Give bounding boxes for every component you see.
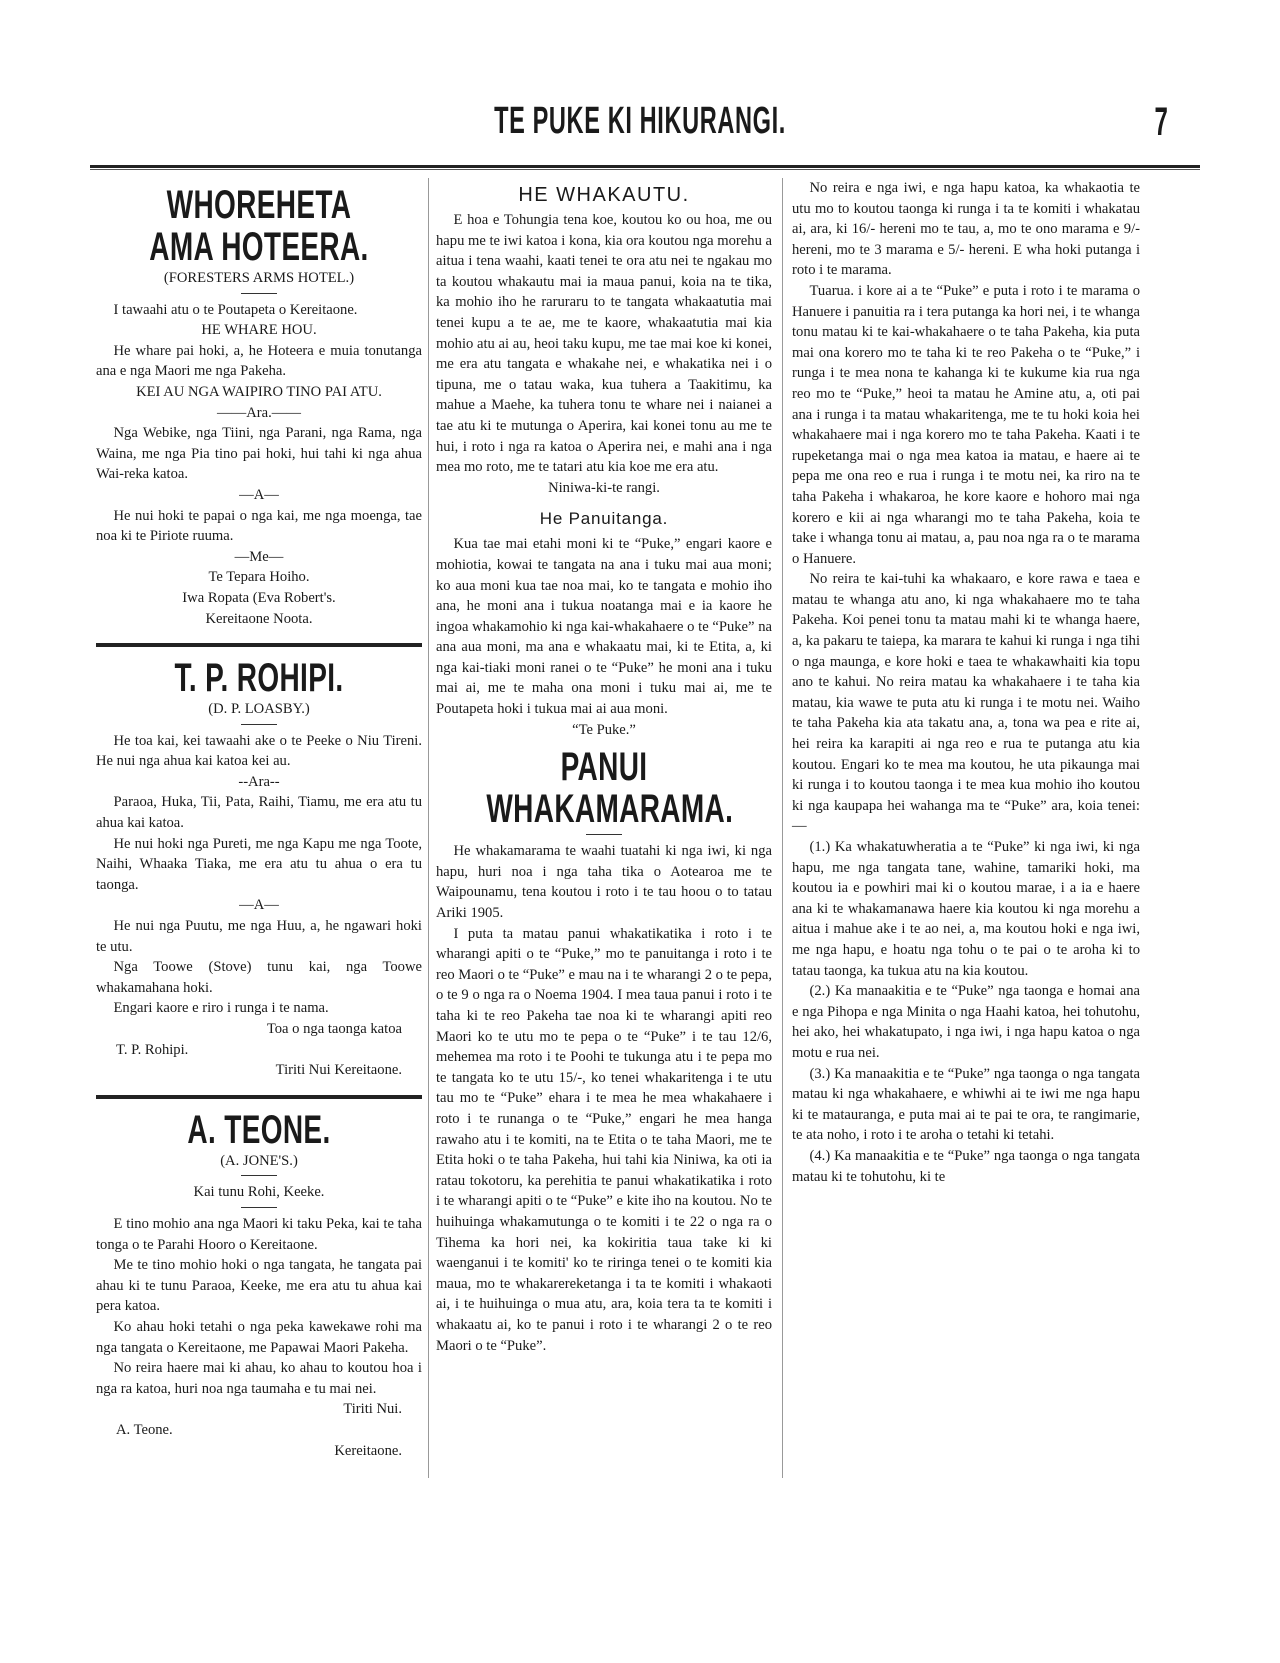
section-heading: WHOREHETA AMA HOTEERA. (149, 183, 369, 269)
paragraph: He whare pai hoki, a, he Hoteera e muia tonutanga ana e nga Maori me nga Pakeha. (96, 342, 422, 380)
signature-name: A. Teone. (116, 1421, 173, 1438)
paragraph: Kua tae mai etahi moni ki te “Puke,” engari kaore e mohiotia, kowai te tangata na ana i tuku mai aua moni; ko aua moni kua tae noa mai, ko te tangata e mohio iho ana, he moni ana i tukua noatanga mai e ia kaore he ingoa whakamohio ki nga kai-whakahaere o te “Puke” na ana aua moni, ma ana e whakaatu mai, ki te Etita, a, ki nga kai-tiaki moni ranei o te “Puke” he moni ana i tuku mai ai, me te maha ona moni i tuku mai ai, me te Poutapeta hoki i tukua mai ai aua moni. (436, 536, 772, 718)
short-divider (241, 1175, 277, 1176)
short-divider (586, 834, 622, 835)
centered-line: ——Ara.—— (217, 404, 301, 421)
paragraph: Engari kaore e riro i runga i te nama. (113, 1000, 329, 1017)
paragraph: He toa kai, kei tawaahi ake o te Peeke o Niu Tireni. He nui nga ahua kai katoa kei au. (96, 732, 422, 770)
paragraph: E tino mohio ana nga Maori ki taku Peka, kai te taha tonga o te Parahi Hooro o Kereitaone. (96, 1215, 422, 1253)
page-number: 7 (1154, 100, 1168, 144)
centered-line: Te Tepara Hoiho. (208, 569, 310, 586)
section-heading: PANUI WHAKAMARAMA. (486, 745, 734, 832)
paragraph: Me te tino mohio hoki o nga tangata, he tangata pai ahau ki te tunu Paraoa, Keeke, me era atu tu ahua kai pera katoa. (96, 1257, 422, 1315)
section-heading: T. P. ROHIPI. (174, 656, 344, 701)
centered-line: (D. P. LOASBY.) (208, 701, 310, 718)
short-divider (241, 1207, 277, 1208)
signature-line: Kereitaone. (334, 1442, 402, 1459)
column-divider (782, 178, 783, 1478)
paragraph: Tuarua. i kore ai a te “Puke” e puta i roto i te marama o Hanuere i panuitia ra i tera putanga ka hori nei, i te whanga tonu matau ki te kai-whakahaere o te taha Pakeha, kia puta mai ona korero mo te taha ki te reo Pakeha o te “Puke,” i runga i te mea nona te kahanga ki te kukume kia rua nga reo mo te “Puke,” heoi ta matau he Amine atu, a, oti pai ana i runga i ta matau whakaritenga, me te tu hoki koia hei whakahaere mai i nga korero mo te taha Pakeha. Kaati i te rupeketanga mai o nga mea katoa ia matau, e haere ai te pepa me ona reo e rua i runga i te motu nei, ka riro na te taha Pakeha i whakaroa, he kore kaore e hohoro mai nga korero e kii ai nga wharangi mo te taha Pakeha, koia te take i whanga tonu ai matau, a, pau noa nga ra o te marama o Hanuere. (792, 282, 1140, 567)
paragraph: He nui hoki te papai o nga kai, me nga moenga, tae noa ki te Piriote ruuma. (96, 507, 422, 545)
paragraph: No reira te kai-tuhi ka whakaaro, e kore rawa e taea e matau te whanga atu ano, ki nga whakahaere mo te taha Pakeha. Koi penei tonu ta matau mahi ki te whanga haere, a, ka pakaru te taiepa, ka marara te kahui ki runga i nga tihi o nga maunga, e kore hoki e taea te whakawhaiti kia topu ano te kahui. No reira matau ka whakahaere i te taha kia matau, kia wawe te puta atu ki runga i te motu nei. Waiho te taha Pakeha kia ata takatu ana, a, tona wa pea e rite ai, hei reira ka karapiti ai nga reo e rua te putanga atu kia koutou. Engari ko te mea ma koutou, he uta pikaunga mai ki runga i to koutou taonga i te mea kua mohio iho koutou ki nga kaupapa hei wahanga ma te “Puke” ara, koia tenei: — (792, 571, 1140, 835)
column-middle (436, 178, 772, 1356)
centered-line: (A. JONE'S.) (220, 1152, 298, 1169)
column-divider (428, 178, 429, 1478)
masthead (0, 100, 1280, 150)
paragraph: No reira e nga iwi, e nga hapu katoa, ka whakaotia te utu mo to koutou taonga ki runga i ta te komiti i whakatau ai, ara, ki 16/- hereni mo te tau, a, mo te ono marama e 9/- hereni, mo te 3 marama e 5/- hereni. E wha hoki putanga i roto i te marama. (792, 180, 1140, 279)
masthead-rule (90, 165, 1200, 170)
paragraph: Nga Toowe (Stove) tunu kai, nga Toowe whakamahana hoki. (96, 959, 422, 996)
paragraph: Paraoa, Huka, Tii, Pata, Raihi, Tiamu, me era atu tu ahua kai katoa. (96, 794, 422, 832)
signature-name: T. P. Rohipi. (116, 1041, 189, 1058)
centered-line: —A— (239, 486, 279, 503)
centered-line: Niniwa-ki-te rangi. (548, 479, 660, 496)
paragraph: (2.) Ka manaakitia e te “Puke” nga taonga e homai ana e nga Pihopa e nga Minita o nga Haahi katoa, hei tohutohu, hei ako, hei whakatupato, i nga iwi, i nga hapu katoa o nga motu e rua nei. (792, 983, 1140, 1061)
column-right (792, 178, 1140, 1187)
centered-line: --Ara-- (238, 773, 280, 790)
centered-line: HE WHARE HOU. (201, 322, 317, 339)
paragraph: E hoa e Tohungia tena koe, koutou ko ou hoa, me ou hapu me te iwi katoa i kona, kia ora koutou nga morehu a aitua i tena waahi, kaati tenei te ora atu nei te ngakau mo ta koutou whakautu mai ia maua panui, koia na te tika, ka mohio iho he raruraru to te tangata whakaatutia mai tenei kupu a te ae, me te kaore, whakaatutia mai kia mohio atu ai au, heoi taku kupu, me tae mai koe ki konei, me era atu tangata e whakahe nei, e whakatika nei i o tipuna, me o tatau waka, kua tuhera a Taakitimu, ka mahue a Maehe, ka tuhera tonu te whare nei i naianei a tae atu ki te mutunga o Aperira, kai konei tonu au me te hui, i roto i nga ra katoa o Aperira nei, e mahi ana i nga mea mo roto, me te tatari atu kia koe me era atu. (436, 212, 772, 476)
centered-line: —A— (239, 897, 279, 914)
centered-line: “Te Puke.” (572, 721, 636, 738)
centered-line: Iwa Ropata (Eva Robert's. (182, 589, 336, 606)
short-divider (241, 293, 277, 294)
centered-line: Kereitaone Noota. (205, 610, 313, 627)
signature-line: Toa o nga taonga katoa (266, 1021, 402, 1037)
article-subheading: He Panuitanga. (539, 509, 669, 529)
signature-line: Tiriti Nui Kereitaone. (275, 1062, 402, 1079)
article-heading: HE WHAKAUTU. (518, 184, 690, 206)
centered-line: —Me— (234, 548, 284, 565)
centered-line: (FORESTERS ARMS HOTEL.) (163, 270, 355, 286)
section-divider (96, 1095, 422, 1099)
section-divider (96, 643, 422, 647)
newspaper-title: TE PUKE KI HIKURANGI. (494, 100, 786, 142)
centered-line: KEI AU NGA WAIPIRO TINO PAI ATU. (136, 383, 382, 400)
paragraph: I puta ta matau panui whakatikatika i roto i te wharangi apiti o te “Puke,” mo te panuitanga i roto i te reo Maori o te “Puke” e mau na i te wharangi 2 o te pepa, o te 9 o nga ra o Noema 1904. I mea taua panui i roto i te taha ki te reo Pakeha tae noa ki te wharangi apiti reo Maori ko te utu mo te pepa o te “Puke” i te tau 12/6, mehemea ma roto i te Poohi te tukunga atu i te pepa mo te tangata ko te utu 15/-, ko tenei whakaritenga i te utu tau mo te “Puke” ehara i te mea he mea whakahaere i roto i te runanga o te “Puke,” engari he mea hanga rawaho atu i te komiti, na te Etita o te taha Maori, me te Etita hoki o te taha Pakeha, hui tahi kia Niniwa, ka oti ia ratau tokotoru, ka perehitia te panui whakatikatika i roto i te wharangi apiti o te “Puke” e kite iho na koutou. No te huihuinga whakamutunga o te komiti i te 22 o nga ra o Tihema ka hori nei, ka kokiritia taua take ki ki waenganui i te komiti' ko te riringa tenei o te komiti kia maua, mo te whakarereketanga i ta te komiti i whakaoti ai, i te huihuinga o mua atu, ara, koia tera ta te komiti i whakaatu ai, ko te panui i roto i te wharangi 2 o te reo Maori o te “Puke”. (436, 925, 772, 1354)
paragraph: (4.) Ka manaakitia e te “Puke” nga taonga o nga tangata matau ki te tohutohu, ki te (792, 1147, 1140, 1185)
paragraph: He whakamarama te waahi tuatahi ki nga iwi, ki nga hapu, huri noa i nga taha tika o Aotearoa me te Waipounamu, tena koutou i roto i te tau hoou o to tatau Ariki 1905. (436, 843, 772, 922)
paragraph: No reira haere mai ki ahau, ko ahau to koutou hoa i nga ra katoa, huri noa nga taumaha e tu mai nei. (96, 1360, 422, 1397)
signature-line: Tiriti Nui. (343, 1401, 402, 1418)
paragraph: (1.) Ka whakatuwheratia a te “Puke” ki nga iwi, ki nga hapu, me nga tangata tane, wahine, tamariki hoki, ma koutou ia e powhiri mai ki o koutou marae, i a ia e haere ana ki te whakamanawa haere kia koutou ki nga morehu a aitua i mahue ake i te ao nei, a, ma koutou hoki e nga iwi, me nga hapu, e hoatu nga tohu o te pai o te aroha ki to tatau taonga, ka tukua atu na kia koutou. (792, 839, 1140, 979)
centered-line: Kai tunu Rohi, Keeke. (193, 1184, 325, 1201)
paragraph: (3.) Ka manaakitia e te “Puke” nga taonga o nga tangata matau ki nga whakahaere, e whiwhi ai te iwi me nga hapu ki te matauranga, e puta mai ai te pai te ora, te rangimarie, te ata noho, i roto i te aroha o tetahi ki tetahi. (792, 1065, 1140, 1144)
paragraph: He nui nga Puutu, me nga Huu, a, he ngawari hoki te utu. (96, 918, 422, 955)
column-advertisements (96, 178, 422, 1461)
short-divider (241, 724, 277, 725)
paragraph: I tawaahi atu o te Poutapeta o Kereitaone. (113, 301, 358, 318)
section-heading: A. TEONE. (187, 1107, 331, 1152)
paragraph: He nui hoki nga Pureti, me nga Kapu me nga Toote, Naihi, Whaaka Tiaka, me era atu tu ahua o era tu taonga. (96, 835, 422, 893)
paragraph: Ko ahau hoki tetahi o nga peka kawekawe rohi ma nga tangata o Kereitaone, me Papawai Maori Pakeha. (96, 1318, 422, 1356)
paragraph: Nga Webike, nga Tiini, nga Parani, nga Rama, nga Waina, me nga Pia tino pai hoki, hui tahi ki nga ahua Wai-reka katoa. (96, 425, 422, 483)
